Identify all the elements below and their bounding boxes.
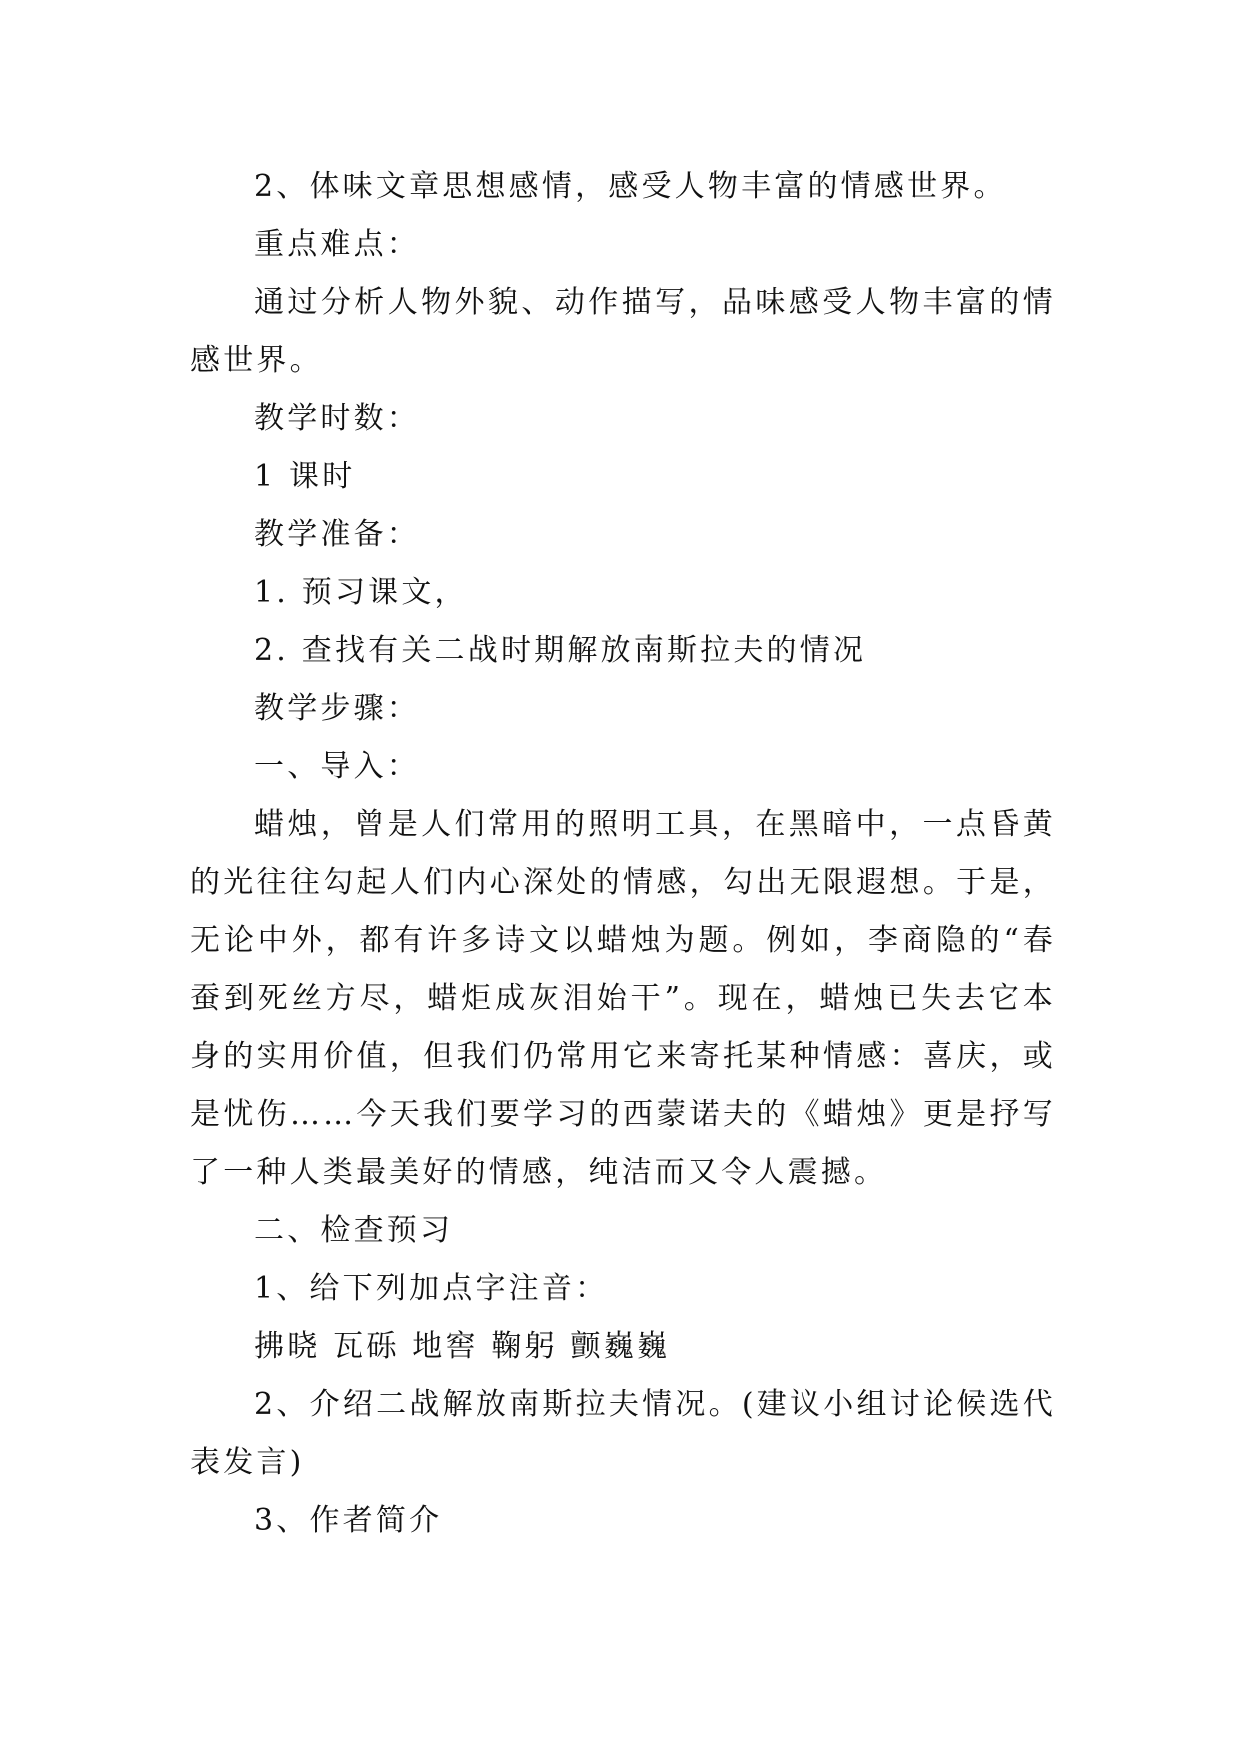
preview-task-2: 2、介绍二战解放南斯拉夫情况。(建议小组讨论候选代表发言) (190, 1387, 1056, 1480)
key-difficulties-text: 通过分析人物外貌、动作描写，品味感受人物丰富的情感世界。 (190, 285, 1056, 378)
preparation-item-1: 1. 预习课文， (254, 575, 468, 610)
preparation-item-2: 2. 查找有关二战时期解放南斯拉夫的情况 (254, 633, 867, 668)
heading-introduction: 一、导入： (254, 749, 420, 784)
heading-teaching-preparation: 教学准备： (254, 517, 420, 552)
preview-task-1: 1、给下列加点字注音： (254, 1271, 609, 1306)
heading-teaching-steps: 教学步骤： (254, 691, 420, 726)
heading-key-difficulties: 重点难点： (254, 227, 420, 262)
heading-teaching-hours: 教学时数： (254, 401, 420, 436)
vocabulary-words: 拂晓 瓦砾 地窖 鞠躬 颤巍巍 (254, 1329, 671, 1364)
teaching-hours-text: 1 课时 (254, 459, 356, 494)
preview-task-3: 3、作者简介 (254, 1503, 443, 1538)
introduction-text: 蜡烛，曾是人们常用的照明工具，在黑暗中，一点昏黄的光往往勾起人们内心深处的情感，勾出无限遐想。于是，无论中外，都有许多诗文以蜡烛为题。例如，李商隐的“春蚕到死丝方尽，蜡炬成灰泪始干”。现在，蜡烛已失去它本身的实用价值，但我们仍常用它来寄托某种情感：喜庆，或是忧伤……今天我们要学习的西蒙诺夫的《蜡烛》更是抒写了一种人类最美好的情感，纯洁而又令人震撼。 (190, 807, 1056, 1190)
document-page (190, 158, 1056, 1550)
objective-2: 2、体味文章思想感情，感受人物丰富的情感世界。 (254, 169, 1007, 204)
heading-check-preview: 二、检查预习 (254, 1213, 454, 1248)
